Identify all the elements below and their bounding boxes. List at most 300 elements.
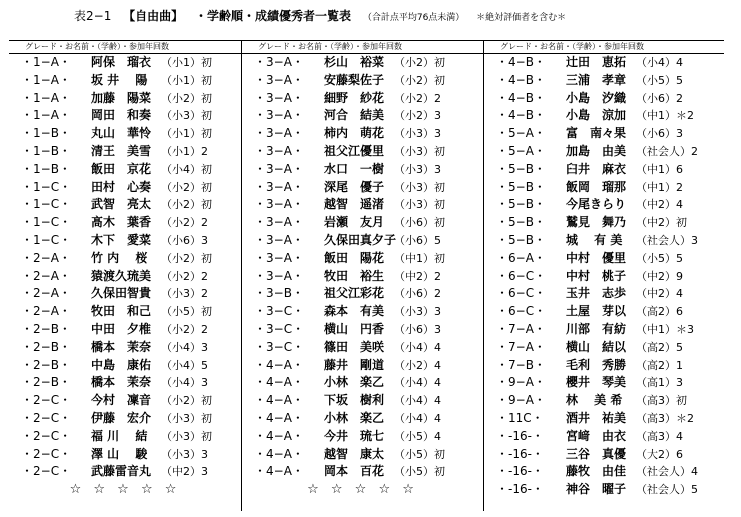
name-cell: 加島 由美 [566, 143, 627, 158]
table-row [9, 196, 241, 214]
table-row [9, 179, 241, 197]
table-row [242, 179, 483, 197]
info-cell: （高3）＊2 [636, 411, 694, 425]
name-cell: 横山 結以 [566, 339, 627, 354]
table-row [484, 392, 724, 410]
grade-cell: ・9−A・ [496, 393, 546, 408]
name-cell: 武藤雷音丸 [91, 464, 152, 479]
column-header: グレード・お名前・（学齢）・参加年回数 [484, 41, 724, 54]
info-cell: （小2）3 [394, 109, 441, 123]
grade-cell: ・2−A・ [21, 250, 71, 265]
grade-cell: ・6−C・ [496, 268, 547, 283]
grade-cell: ・3−A・ [254, 126, 304, 141]
info-cell: （小6）2 [394, 287, 441, 301]
grade-cell: ・3−A・ [254, 90, 304, 105]
info-cell: （小3）3 [394, 305, 441, 319]
table-row [9, 463, 241, 481]
name-cell: 小林 楽乙 [324, 375, 385, 390]
grade-cell: ・1−A・ [21, 72, 71, 87]
table-row [242, 268, 483, 286]
name-cell: 横山 円香 [324, 321, 385, 336]
grade-cell: ・1−C・ [21, 215, 72, 230]
grade-cell: ・2−B・ [21, 339, 71, 354]
table-row [484, 54, 724, 72]
table-row [242, 250, 483, 268]
name-cell: 城 有 美 [566, 232, 623, 247]
table-column [241, 41, 483, 511]
table-row [242, 54, 483, 72]
info-cell: （小4）4 [394, 411, 441, 425]
info-cell: （小3）初 [161, 109, 212, 123]
grade-cell: ・4−A・ [254, 410, 304, 425]
table-label: 表2−1 [74, 9, 112, 23]
name-cell: 神谷 曜子 [566, 482, 627, 497]
table-row [9, 72, 241, 90]
table-row [484, 446, 724, 464]
info-cell: （中1）6 [636, 162, 683, 176]
table-row [9, 374, 241, 392]
name-cell: 藤牧 由佳 [566, 464, 627, 479]
grade-cell: ・1−A・ [21, 108, 71, 123]
info-cell: （高3）4 [636, 429, 683, 443]
name-cell: 祖父江彩花 [324, 286, 385, 301]
info-cell: （中2）4 [636, 198, 683, 212]
table-row [484, 72, 724, 90]
table-row [242, 232, 483, 250]
info-cell: （社会人）3 [636, 233, 698, 247]
info-cell: （小5）5 [636, 73, 683, 87]
name-cell: 毛利 秀勝 [566, 357, 627, 372]
table-row [484, 339, 724, 357]
grade-cell: ・3−A・ [254, 197, 304, 212]
info-cell: （小5）5 [636, 251, 683, 265]
name-cell: 竹 内 桜 [91, 250, 148, 265]
table-row [484, 214, 724, 232]
name-cell: 橋本 茉奈 [91, 339, 152, 354]
table-row [242, 463, 483, 481]
grade-cell: ・3−A・ [254, 72, 304, 87]
table-row [9, 214, 241, 232]
grade-cell: ・4−B・ [496, 108, 546, 123]
info-cell: （小2）初 [161, 198, 212, 212]
info-cell: （小6）3 [636, 127, 683, 141]
table-row [9, 357, 241, 375]
grade-cell: ・6−C・ [496, 286, 547, 301]
grade-cell: ・4−B・ [496, 55, 546, 69]
grade-cell: ・4−B・ [496, 90, 546, 105]
grade-cell: ・2−A・ [21, 268, 71, 283]
info-cell: （小4）5 [161, 358, 208, 372]
name-cell: 森本 有美 [324, 304, 385, 319]
grade-cell: ・1−A・ [21, 55, 71, 69]
info-cell: （社会人）5 [636, 483, 698, 497]
name-cell: 中島 康佑 [91, 357, 152, 372]
table-heading: ・学齢順・成績優秀者一覧表 [195, 9, 352, 23]
table-row [484, 321, 724, 339]
info-cell: （小6）初 [394, 216, 445, 230]
name-cell: 鷲見 舞乃 [566, 215, 627, 230]
info-cell: （社会人）2 [636, 144, 698, 158]
info-cell: （小3）初 [394, 180, 445, 194]
star-divider: ☆ ☆ ☆ ☆ ☆ [69, 482, 181, 498]
grade-cell: ・1−B・ [21, 126, 71, 141]
table-row [242, 125, 483, 143]
info-cell: （中1）＊3 [636, 322, 694, 336]
info-cell: （小4）4 [394, 394, 441, 408]
grade-cell: ・3−C・ [254, 321, 305, 336]
name-cell: 細野 紗花 [324, 90, 385, 105]
grade-cell: ・3−A・ [254, 250, 304, 265]
grade-cell: ・1−B・ [21, 143, 71, 158]
grade-cell: ・6−C・ [496, 304, 547, 319]
name-cell: 臼井 麻衣 [566, 161, 627, 176]
table-row [242, 90, 483, 108]
table-row [484, 179, 724, 197]
name-cell: 牧田 裕生 [324, 268, 385, 283]
grade-cell: ・2−C・ [21, 393, 72, 408]
table-row [9, 392, 241, 410]
grade-cell: ・7−B・ [496, 357, 546, 372]
grade-cell: ・2−C・ [21, 428, 72, 443]
table-row [484, 143, 724, 161]
grade-cell: ・3−A・ [254, 268, 304, 283]
info-cell: （小4）4 [636, 56, 683, 69]
grade-cell: ・4−A・ [254, 357, 304, 372]
info-cell: （中2）初 [636, 216, 687, 230]
name-cell: 中田 夕椎 [91, 321, 152, 336]
table-row [9, 285, 241, 303]
grade-cell: ・3−C・ [254, 304, 305, 319]
table-row [484, 196, 724, 214]
table-row [484, 250, 724, 268]
table-row [484, 374, 724, 392]
table-row [484, 410, 724, 428]
table-row [9, 161, 241, 179]
grade-cell: ・4−A・ [254, 464, 304, 479]
table-row [242, 357, 483, 375]
grade-cell: ・6−A・ [496, 250, 546, 265]
table-column [9, 41, 241, 511]
footnote: ＊絶対評価者を含む＊ [476, 13, 567, 23]
grade-cell: ・-16-・ [496, 446, 544, 461]
name-cell: 猿渡久琉美 [91, 268, 152, 283]
grade-cell: ・2−A・ [21, 304, 71, 319]
grade-cell: ・2−A・ [21, 286, 71, 301]
table-row [242, 446, 483, 464]
table-row [9, 410, 241, 428]
name-cell: 今村 凜音 [91, 393, 152, 408]
table-row [484, 463, 724, 481]
info-cell: （小3）2 [161, 287, 208, 301]
name-cell: 川部 有紡 [566, 321, 627, 336]
grade-cell: ・5−B・ [496, 197, 546, 212]
grade-cell: ・7−A・ [496, 321, 546, 336]
info-cell: （小5）4 [394, 429, 441, 443]
name-cell: 富 南々果 [566, 126, 627, 141]
name-cell: 櫻井 琴美 [566, 375, 627, 390]
info-cell: （中1）2 [636, 180, 683, 194]
column-header: グレード・お名前・（学齢）・参加年回数 [242, 41, 483, 54]
info-cell: （社会人）4 [636, 465, 698, 479]
table-row [242, 214, 483, 232]
name-cell: 久保田智貴 [91, 286, 152, 301]
table-row [484, 232, 724, 250]
info-cell: （小1）初 [161, 127, 212, 141]
name-cell: 篠田 美咲 [324, 339, 385, 354]
table-row [242, 428, 483, 446]
name-cell: 小林 楽乙 [324, 410, 385, 425]
info-cell: （小3）初 [394, 198, 445, 212]
table-column [483, 41, 724, 511]
table-row [9, 232, 241, 250]
name-cell: 三浦 孝章 [566, 72, 627, 87]
name-cell: 飯田 陽花 [324, 250, 385, 265]
page-title [74, 7, 734, 25]
info-cell: （小3）初 [394, 144, 445, 158]
info-cell: （小4）4 [394, 376, 441, 390]
table-row [242, 161, 483, 179]
name-cell: 岡本 百花 [324, 464, 385, 479]
grade-cell: ・5−A・ [496, 126, 546, 141]
info-cell: （小3）初 [161, 429, 212, 443]
info-cell: （小2）初 [161, 251, 212, 265]
grade-cell: ・7−A・ [496, 339, 546, 354]
name-cell: 小島 涼加 [566, 108, 627, 123]
table-row [484, 357, 724, 375]
info-cell: （小5）初 [394, 447, 445, 461]
table-row [242, 392, 483, 410]
grade-cell: ・11C・ [496, 410, 544, 425]
grade-cell: ・2−B・ [21, 357, 71, 372]
info-cell: （高3）初 [636, 394, 687, 408]
table-row [484, 481, 724, 499]
name-cell: 土屋 芽以 [566, 304, 627, 319]
name-cell: 清王 美雪 [91, 143, 152, 158]
grade-cell: ・5−B・ [496, 215, 546, 230]
grade-cell: ・5−B・ [496, 232, 546, 247]
info-cell: （高2）1 [636, 358, 683, 372]
grade-cell: ・1−C・ [21, 232, 72, 247]
table-row [9, 54, 241, 72]
info-cell: （中1）初 [394, 251, 445, 265]
table-row [484, 107, 724, 125]
info-cell: （小2）2 [161, 216, 208, 230]
name-cell: 武智 亮太 [91, 197, 152, 212]
grade-cell: ・2−B・ [21, 375, 71, 390]
info-cell: （小3）3 [394, 162, 441, 176]
name-cell: 中村 桃子 [566, 268, 627, 283]
grade-cell: ・4−A・ [254, 393, 304, 408]
table-row [9, 428, 241, 446]
info-cell: （小1）初 [161, 56, 212, 69]
info-cell: （小5）初 [161, 305, 212, 319]
name-cell: 玉井 志歩 [566, 286, 627, 301]
name-cell: 牧田 和己 [91, 304, 152, 319]
name-cell: 中村 優里 [566, 250, 627, 265]
name-cell: 阿保 瑠衣 [91, 55, 152, 69]
table-row [9, 90, 241, 108]
name-cell: 福 川 結 [91, 428, 148, 443]
info-cell: （中2）9 [636, 269, 683, 283]
info-cell: （小2）初 [161, 394, 212, 408]
info-cell: （小4）4 [394, 340, 441, 354]
table-row [242, 72, 483, 90]
table-row [242, 143, 483, 161]
table-row [484, 285, 724, 303]
average-note: （合計点平均76点未満） [362, 13, 465, 23]
table-row [484, 268, 724, 286]
grade-cell: ・2−C・ [21, 410, 72, 425]
info-cell: （大2）6 [636, 447, 683, 461]
grade-cell: ・1−A・ [21, 90, 71, 105]
name-cell: 丸山 華怜 [91, 126, 152, 141]
name-cell: 岩瀬 友月 [324, 215, 385, 230]
name-cell: 水口 一樹 [324, 161, 385, 176]
grade-cell: ・3−A・ [254, 215, 304, 230]
name-cell: 祖父江優里 [324, 143, 385, 158]
table-row [242, 321, 483, 339]
table-row [242, 339, 483, 357]
grade-cell: ・1−B・ [21, 161, 71, 176]
table-row [484, 428, 724, 446]
name-cell: 岡田 和奏 [91, 108, 152, 123]
info-cell: （小2）初 [394, 73, 445, 87]
name-cell: 杉山 裕菜 [324, 55, 385, 69]
table-row [9, 339, 241, 357]
info-cell: （高2）5 [636, 340, 683, 354]
name-cell: 深尾 優子 [324, 179, 385, 194]
name-cell: 橋本 茉奈 [91, 375, 152, 390]
table-row [242, 196, 483, 214]
name-cell: 越智 康太 [324, 446, 385, 461]
info-cell: （小3）3 [161, 447, 208, 461]
column-header: グレード・お名前・（学齢）・参加年回数 [9, 41, 241, 54]
grade-cell: ・3−A・ [254, 161, 304, 176]
category-label: 【自由曲】 [123, 9, 184, 23]
name-cell: 安藤梨佐子 [324, 72, 385, 87]
info-cell: （小4）3 [161, 340, 208, 354]
grade-cell: ・-16-・ [496, 464, 544, 479]
info-cell: （小2）4 [394, 358, 441, 372]
info-cell: （中1）＊2 [636, 109, 694, 123]
table-row [9, 250, 241, 268]
info-cell: （中2）2 [394, 269, 441, 283]
grade-cell: ・3−A・ [254, 108, 304, 123]
name-cell: 飯岡 瑠那 [566, 179, 627, 194]
grade-cell: ・4−B・ [496, 72, 546, 87]
info-cell: （小2）初 [394, 56, 445, 69]
name-cell: 宮﨑 由衣 [566, 428, 627, 443]
table-row [9, 321, 241, 339]
info-cell: （中2）4 [636, 287, 683, 301]
grade-cell: ・-16-・ [496, 428, 544, 443]
info-cell: （小2）初 [161, 180, 212, 194]
info-cell: （小6）2 [636, 91, 683, 105]
info-cell: （小4）3 [161, 376, 208, 390]
info-cell: （小6）3 [394, 322, 441, 336]
name-cell: 下坂 樹利 [324, 393, 385, 408]
table-row [9, 303, 241, 321]
grade-cell: ・1−C・ [21, 197, 72, 212]
name-cell: 林 美 希 [566, 393, 623, 408]
info-cell: （小6）5 [394, 233, 441, 247]
grade-cell: ・1−C・ [21, 179, 72, 194]
star-divider: ☆ ☆ ☆ ☆ ☆ [307, 482, 418, 498]
name-cell: 今尾きらり [566, 197, 627, 212]
info-cell: （小1）2 [161, 144, 208, 158]
name-cell: 髙木 葉香 [91, 215, 152, 230]
table-row [9, 107, 241, 125]
info-cell: （小2）2 [161, 269, 208, 283]
name-cell: 伊藤 宏介 [91, 410, 152, 425]
grade-cell: ・3−A・ [254, 143, 304, 158]
table-row [484, 125, 724, 143]
table-row [242, 107, 483, 125]
grade-cell: ・3−B・ [254, 286, 304, 301]
grade-cell: ・3−A・ [254, 55, 304, 69]
info-cell: （高2）6 [636, 305, 683, 319]
name-cell: 飯田 京花 [91, 161, 152, 176]
table-row [9, 268, 241, 286]
name-cell: 藤井 剛道 [324, 357, 385, 372]
name-cell: 坂 井 陽 [91, 72, 148, 87]
info-cell: （小2）2 [394, 91, 441, 105]
grade-cell: ・-16-・ [496, 482, 544, 497]
grade-cell: ・3−A・ [254, 232, 304, 247]
grade-cell: ・2−C・ [21, 464, 72, 479]
table-row [484, 90, 724, 108]
name-cell: 小島 汐織 [566, 90, 627, 105]
grade-cell: ・3−C・ [254, 339, 305, 354]
name-cell: 加藤 陽菜 [91, 90, 152, 105]
name-cell: 久保田真夕子 [324, 232, 397, 247]
grade-cell: ・9−A・ [496, 375, 546, 390]
info-cell: （高1）3 [636, 376, 683, 390]
name-cell: 柿内 萌花 [324, 126, 385, 141]
info-cell: （小5）初 [394, 465, 445, 479]
table-row [242, 410, 483, 428]
table-row [484, 161, 724, 179]
table-row [242, 285, 483, 303]
name-cell: 田村 心奏 [91, 179, 152, 194]
name-cell: 酒井 祐美 [566, 410, 627, 425]
grade-cell: ・4−A・ [254, 446, 304, 461]
grade-cell: ・5−B・ [496, 161, 546, 176]
grade-cell: ・4−A・ [254, 375, 304, 390]
name-cell: 澤 山 駿 [91, 446, 148, 461]
grade-cell: ・2−C・ [21, 446, 72, 461]
table-row [242, 374, 483, 392]
grade-cell: ・2−B・ [21, 321, 71, 336]
info-cell: （中2）3 [161, 465, 208, 479]
name-cell: 越智 遥渚 [324, 197, 385, 212]
grade-cell: ・4−A・ [254, 428, 304, 443]
info-cell: （小1）初 [161, 73, 212, 87]
table-row [9, 446, 241, 464]
name-cell: 辻田 恵拓 [566, 55, 627, 69]
name-cell: 今井 琉七 [324, 428, 385, 443]
info-cell: （小3）3 [394, 127, 441, 141]
grade-cell: ・5−A・ [496, 143, 546, 158]
name-cell: 木下 愛菜 [91, 232, 152, 247]
info-cell: （小2）初 [161, 91, 212, 105]
info-cell: （小4）初 [161, 162, 212, 176]
grade-cell: ・3−A・ [254, 179, 304, 194]
results-table [9, 40, 724, 511]
table-row [9, 143, 241, 161]
table-row [9, 125, 241, 143]
info-cell: （小2）2 [161, 322, 208, 336]
